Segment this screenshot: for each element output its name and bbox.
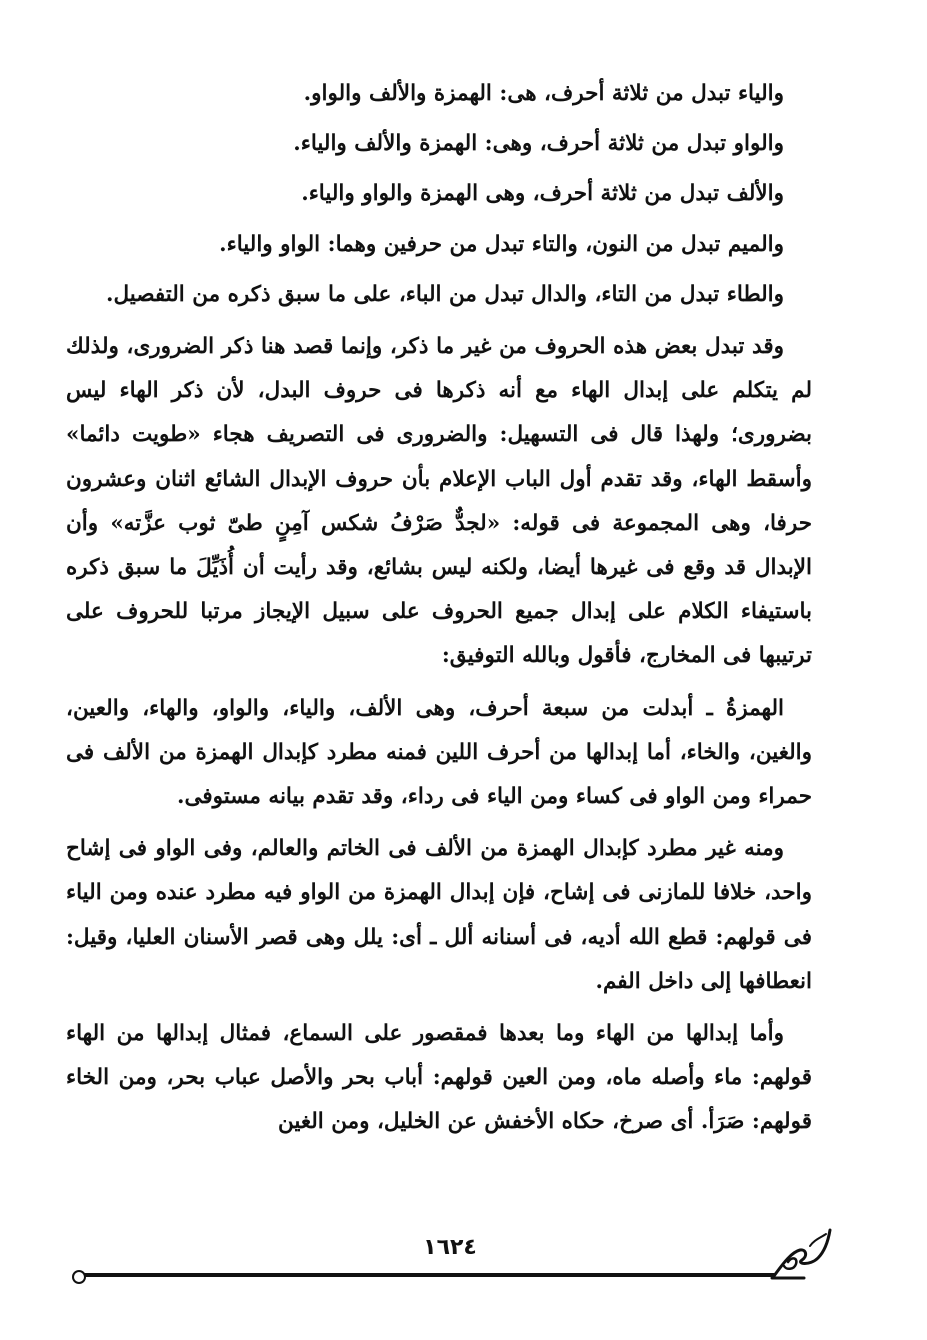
calligraphy-ornament-icon	[770, 1222, 834, 1282]
page-body	[66, 72, 812, 1151]
footer-rule	[80, 1273, 775, 1277]
paragraph-8: ومنه غير مطرد كإبدال الهمزة من الألف فى الخاتم والعالم، وفى الواو فى إشاح واحد، خلافا للمازنى فى إشاح، فإن إبدال الهمزة من الواو فيه مطرد عنده ومن الياء فى قولهم: قطع الله أديه، فى أسنانه ألل ـ أى: يلل وهى قصر الأسنان العليا، وقيل: انعطافها إلى داخل الفم.	[66, 836, 812, 994]
paragraph-4: والميم تبدل من النون، والتاء تبدل من حرفين وهما: الواو والياء.	[219, 231, 784, 257]
footer-rule-end-ornament	[72, 1270, 86, 1284]
paragraph-9: وأما إبدالها من الهاء وما بعدها فمقصور على السماع، فمثال إبدالها من الهاء قولهم: ماء وأصله ماه، ومن العين قولهم: أباب بحر والأصل عباب بحر، ومن الخاء قولهم: صَرَأ. أى صرخ، حكاه الأخفش عن الخليل، ومن الغين	[66, 1021, 812, 1135]
paragraph-3: والألف تبدل من ثلاثة أحرف، وهى الهمزة والواو والياء.	[301, 181, 784, 207]
paragraph-2: والواو تبدل من ثلاثة أحرف، وهى: الهمزة والألف والياء.	[293, 131, 784, 157]
page-number: ١٦٢٤	[423, 1235, 477, 1260]
paragraph-6: وقد تبدل بعض هذه الحروف من غير ما ذكر، وإنما قصد هنا ذكر الضرورى، ولذلك لم يتكلم على إبدال الهاء مع أنه ذكرها فى حروف البدل، لأن ذكر الهاء ليس بضرورى؛ ولهذا قال فى التسهيل: والضرورى فى التصريف هجاء «طويت دائما» وأسقط الهاء، وقد تقدم أول الباب الإعلام بأن حروف الإبدال الشائع اثنان وعشرون حرفا، وهى المجموعة فى قوله: «لجدٌّ صَرْفُ شكس آمِنٍ طىّ ثوب عزَّته» وأن الإبدال قد وقع فى غيرها أيضا، ولكنه ليس بشائع، وقد رأيت أن أُذَيِّلَ ما سبق ذكره باستيفاء الكلام على إبدال جميع الحروف على سبيل الإيجاز مرتبا للحروف على ترتيبها فى المخارج، فأقول وبالله التوفيق:	[66, 334, 812, 669]
paragraph-7: الهمزةُ ـ أبدلت من سبعة أحرف، وهى الألف، والياء، والواو، والهاء، والعين، والغين، والخاء، أما إبدالها من أحرف اللين فمنه مطرد كإبدال الهمزة من الألف فى حمراء ومن الواو فى كساء ومن الياء فى رداء، وقد تقدم بيانه مستوفى.	[66, 695, 812, 810]
paragraph-1: والياء تبدل من ثلاثة أحرف، هى: الهمزة والألف والواو.	[303, 81, 784, 106]
paragraph-5: والطاء تبدل من التاء، والدال تبدل من الباء، على ما سبق ذكره من التفصيل.	[105, 281, 784, 307]
